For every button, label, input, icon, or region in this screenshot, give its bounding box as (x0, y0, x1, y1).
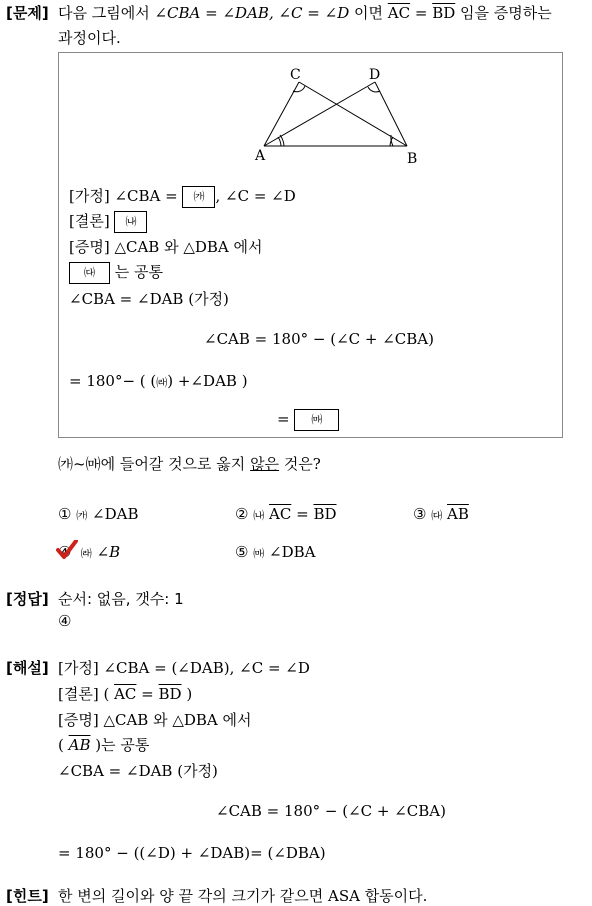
choice-4[interactable]: ④ ㈑ ∠B (58, 543, 120, 561)
answer-tag: [정답] (6, 590, 49, 608)
explanation-l5: ∠CBA = ∠DAB (가정) (58, 762, 218, 780)
problem-line2: 과정이다. (58, 29, 121, 47)
common-line: ㈐ 는 공통 (69, 261, 163, 284)
choice-2[interactable]: ② ㈏ $\overline{AC} = \overline{BD}$ (235, 505, 337, 523)
explanation-l3: [증명] △CAB 와 △DBA 에서 (58, 711, 252, 729)
triangle-figure (59, 53, 564, 173)
blank-ra: ㈑ (156, 376, 168, 389)
label-a: A (255, 148, 266, 164)
conclusion-line: [결론] ㈏ (69, 210, 147, 233)
angle-eq-line: ∠CBA = ∠DAB (가정) (69, 290, 229, 308)
choice-5[interactable]: ⑤ ㈒ ∠DBA (235, 543, 316, 561)
choice-3[interactable]: ③ ㈐ $\overline{AB}$ (413, 505, 469, 523)
choice-4-num: ④ (58, 543, 76, 561)
explanation-l4: ( $\overline{AB}$ )는 공통 (58, 736, 150, 754)
explanation-l7: = 180° − ((∠D) + ∠DAB)= (∠DBA) (58, 844, 326, 862)
label-c: C (290, 67, 301, 83)
eq-line-ra: = 180°− ( (㈑) +∠DAB ) (69, 372, 248, 390)
explanation-l6: ∠CAB = 180° − (∠C + ∠CBA) (216, 802, 446, 820)
cab-eq-line: ∠CAB = 180° − (∠C + ∠CBA) (204, 330, 434, 348)
given-line: [가정] ∠CBA = ㈎ , ∠C = ∠D (69, 185, 296, 208)
explanation-l1: [가정] ∠CBA = (∠DAB), ∠C = ∠D (58, 659, 310, 677)
check-icon (56, 540, 78, 560)
blank-da: ㈐ (69, 262, 110, 284)
proof-box (58, 52, 563, 438)
choice-1[interactable]: ① ㈎ ∠DAB (58, 505, 139, 523)
explanation-l2: [결론] ( $\overline{AC} = \overline{BD}$ ) (58, 685, 193, 703)
question-line: ㈎~㈒에 들어갈 것으로 옳지 않은 것은? (58, 455, 321, 473)
answer-info: 순서: 없음, 갯수: 1 (58, 590, 184, 608)
problem-tag: [문제] (6, 4, 49, 22)
label-b: B (407, 151, 418, 167)
blank-na: ㈏ (114, 211, 147, 233)
problem-line1: 다음 그림에서 ∠CBA = ∠DAB, ∠C = ∠D 이면 $\overline{AC} = \overline{BD}$ 임을 증명하는 (58, 4, 552, 22)
label-d: D (369, 67, 381, 83)
blank-ga: ㈎ (182, 186, 215, 208)
blank-ma: ㈒ (294, 409, 339, 431)
proof-line: [증명] △CAB 와 △DBA 에서 (69, 238, 263, 256)
answer-value: ④ (58, 612, 72, 630)
final-eq-line: = ㈒ (277, 409, 339, 431)
hint-tag: [힌트] (6, 887, 49, 905)
hint-text: 한 변의 길이와 양 끝 각의 크기가 같으면 ASA 합동이다. (58, 887, 428, 905)
explanation-tag: [해설] (6, 659, 49, 677)
